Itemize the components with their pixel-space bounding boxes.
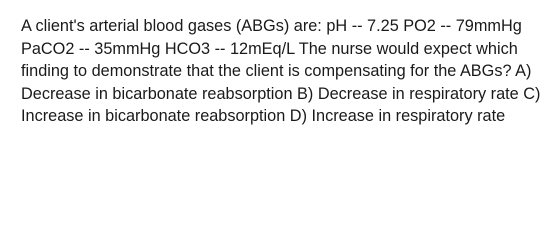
question-text: A client's arterial blood gases (ABGs) are: pH -- 7.25 PO2 -- 79mmHg PaCO2 -- 35mmHg HCO3 -- 12mEq/L The nurse would expect which finding to demonstrate that the client is compensating for the ABGs? A) Decrease in bicarbonate reabsorption B) Decrease in respiratory rate C) Increase in bicarbonate reabsorption D) Increase in respiratory rate xyxy=(21,17,541,126)
